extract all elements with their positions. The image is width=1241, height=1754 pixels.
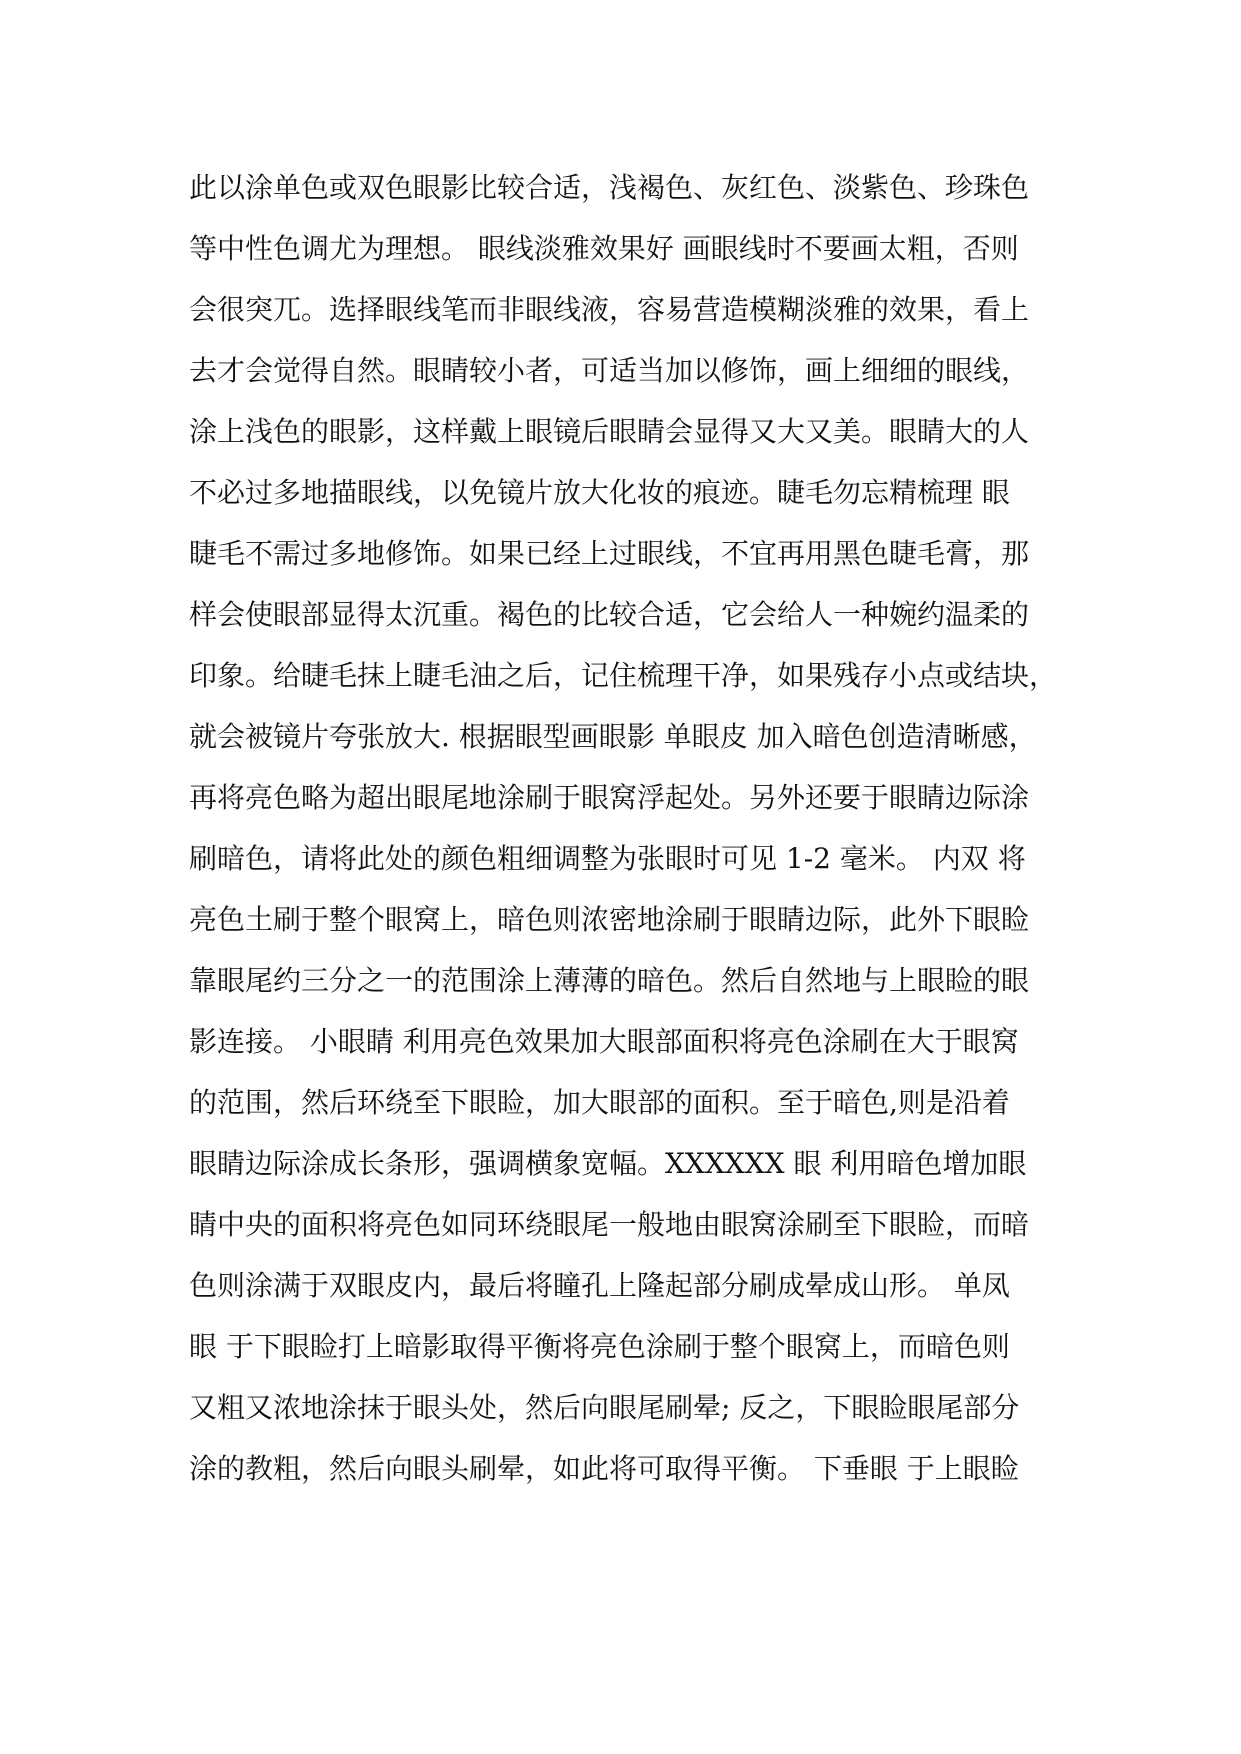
text-line: 等中性色调尤为理想。 眼线淡雅效果好 画眼线时不要画太粗，否则	[189, 232, 1019, 265]
body-text	[189, 157, 1069, 1499]
text-line: 刷暗色，请将此处的颜色粗细调整为张眼时可见 1-2 毫米。 内双 将	[189, 842, 1026, 875]
text-line: 此以涂单色或双色眼影比较合适，浅褐色、灰红色、淡紫色、珍珠色	[189, 171, 1030, 204]
text-line: 印象。给睫毛抹上睫毛油之后，记住梳理干净，如果残存小点或结块，	[189, 659, 1058, 692]
text-line: 涂的教粗，然后向眼头刷晕，如此将可取得平衡。 下垂眼 于上眼睑	[189, 1452, 1019, 1485]
text-line: 会很突兀。选择眼线笔而非眼线液，容易营造模糊淡雅的效果，看上	[189, 293, 1030, 326]
text-line: 不必过多地描眼线，以免镜片放大化妆的痕迹。睫毛勿忘精梳理 眼	[189, 476, 1010, 509]
text-line: 靠眼尾约三分之一的范围涂上薄薄的暗色。然后自然地与上眼睑的眼	[189, 964, 1030, 997]
text-line: 亮色土刷于整个眼窝上，暗色则浓密地涂刷于眼睛边际，此外下眼睑	[189, 903, 1030, 936]
text-line: 再将亮色略为超出眼尾地涂刷于眼窝浮起处。另外还要于眼睛边际涂	[189, 781, 1030, 814]
text-line: 又粗又浓地涂抹于眼头处，然后向眼尾刷晕; 反之，下眼睑眼尾部分	[189, 1391, 1020, 1424]
text-line: 睫毛不需过多地修饰。如果已经上过眼线，不宜再用黑色睫毛膏，那	[189, 537, 1030, 570]
text-line: 样会使眼部显得太沉重。褐色的比较合适，它会给人一种婉约温柔的	[189, 598, 1030, 631]
text-line: 色则涂满于双眼皮内，最后将瞳孔上隆起部分刷成晕成山形。 单凤	[189, 1269, 1010, 1302]
text-line: 睛中央的面积将亮色如同环绕眼尾一般地由眼窝涂刷至下眼睑，而暗	[189, 1208, 1030, 1241]
text-line: 眼 于下眼睑打上暗影取得平衡将亮色涂刷于整个眼窝上，而暗色则	[189, 1330, 1010, 1363]
text-line: 的范围，然后环绕至下眼睑，加大眼部的面积。至于暗色,则是沿着	[189, 1086, 1010, 1119]
text-line: 影连接。 小眼睛 利用亮色效果加大眼部面积将亮色涂刷在大于眼窝	[189, 1025, 1019, 1058]
text-line: 就会被镜片夸张放大. 根据眼型画眼影 单眼皮 加入暗色创造清晰感，	[189, 720, 1037, 753]
text-line: 眼睛边际涂成长条形，强调横象宽幅。XXXXXX 眼 利用暗色增加眼	[189, 1147, 1027, 1180]
text-line: 去才会觉得自然。眼睛较小者，可适当加以修饰，画上细细的眼线，	[189, 354, 1030, 387]
text-line: 涂上浅色的眼影，这样戴上眼镜后眼睛会显得又大又美。眼睛大的人	[189, 415, 1030, 448]
